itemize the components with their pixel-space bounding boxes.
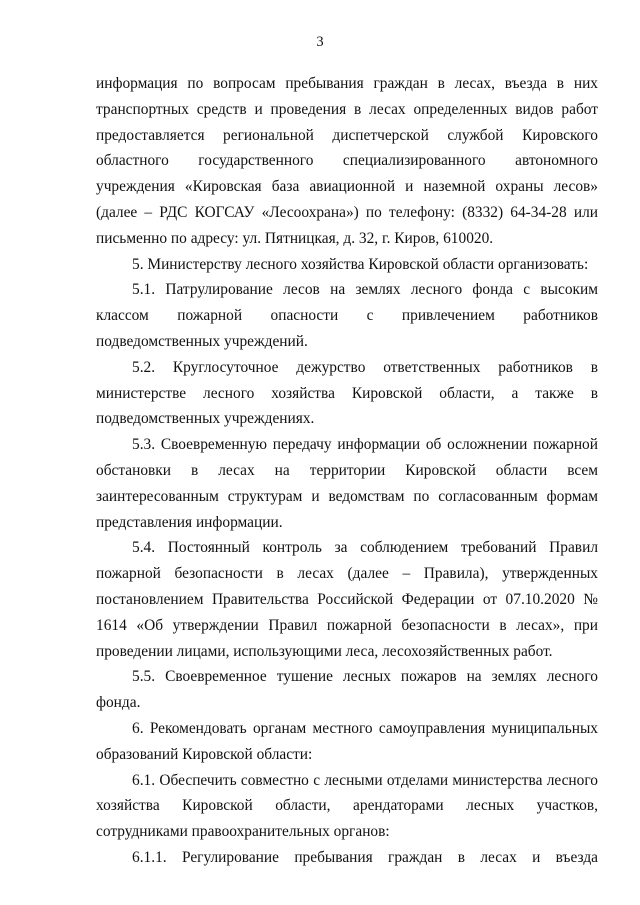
- paragraph-6-1: 6.1. Обеспечить совместно с лесными отделами министерства лесного хозяйства Кировской области, арендаторами лесных участков, сотрудниками правоохранительных органов:: [96, 771, 598, 841]
- document-body: [96, 71, 598, 871]
- paragraph-5-4: 5.4. Постоянный контроль за соблюдением требований Правил пожарной безопасности в лесах (далее – Правила), утвержденных постановлением Правительства Российской Федерации от 07.10.2020 № 1614 «Об утверждении Правил пожарной безопасности в лесах», при проведении лицами, использующими леса, лесохозяйственных работ.: [96, 539, 598, 660]
- paragraph-6-1-1: 6.1.1. Регулирование пребывания граждан в лесах и въезда: [132, 848, 598, 866]
- paragraph-5-1: 5.1. Патрулирование лесов на землях лесного фонда с высоким классом пожарной опасности с привлечением работников подведомственных учреждений.: [96, 281, 598, 350]
- paragraph-5-3: 5.3. Своевременную передачу информации об осложнении пожарной обстановки в лесах на территории Кировской области всем заинтересованным структурам и ведомствам по согласованным формам представления информации.: [96, 436, 598, 531]
- paragraph-5: 5. Министерству лесного хозяйства Кировской области организовать:: [132, 255, 589, 273]
- paragraph-5-5: 5.5. Своевременное тушение лесных пожаров на землях лесного фонда.: [96, 668, 598, 712]
- paragraph-6: 6. Рекомендовать органам местного самоуправления муниципальных образований Кировской области:: [96, 719, 598, 763]
- page-number: 3: [316, 34, 324, 50]
- paragraph-intro: информация по вопросам пребывания граждан в лесах, въезда в них транспортных средств и проведения в лесах определенных видов работ предоставляется региональной диспетчерской службой Кировского областного государственного специализированного автономного учреждения «Кировская база авиационной и наземной охраны лесов» (далее – РДС КОГСАУ «Лесоохрана») по телефону: (8332) 64-34-28 или письменно по адресу: ул. Пятницкая, д. 32, г. Киров, 610020.: [96, 75, 598, 247]
- paragraph-5-2: 5.2. Круглосуточное дежурство ответственных работников в министерстве лесного хозяйства Кировской области, а также в подведомственных учреждениях.: [96, 358, 598, 428]
